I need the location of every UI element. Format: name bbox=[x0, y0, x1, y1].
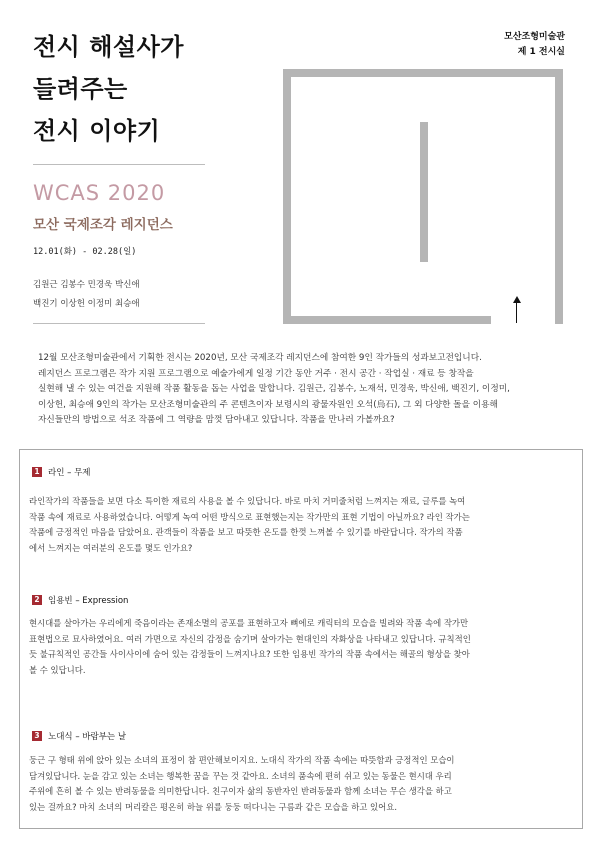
gallery-plan-center-wall bbox=[420, 122, 428, 262]
event-name: WCAS 2020 bbox=[33, 181, 166, 205]
section-title: 임용빈 – Expression bbox=[48, 596, 129, 606]
venue-museum: 모산조형미술관 bbox=[504, 32, 565, 42]
section-line: 작품에 긍정적인 마음을 담았어요. 관객들이 작품을 보고 따뜻한 온도를 한껏 느껴볼 수 있기를 바란답니다. 작가의 작품 bbox=[29, 527, 463, 537]
section-body-2 bbox=[29, 616, 571, 678]
section-line: 라인작가의 작품들을 보면 다소 특이한 재료의 사용을 볼 수 있답니다. 바로 마치 거미줄처럼 느껴지는 재료, 글루를 녹여 bbox=[29, 496, 466, 506]
section-line: 에서 느껴지는 여러분의 온도를 몇도 인가요? bbox=[29, 542, 193, 553]
artist-list-row-1: 김원근 김봉수 민경욱 박신애 bbox=[33, 280, 140, 290]
section-number-badge: 2 bbox=[32, 595, 42, 605]
section-line: 듯 불규칙적인 공간들 사이사이에 숨어 있는 감정들이 느껴지나요? 또한 임용빈 작가의 작품 속에서는 해골의 형상을 찾아 bbox=[29, 649, 470, 659]
artist-list-row-2: 백진기 이상헌 이정미 최승애 bbox=[33, 299, 140, 309]
section-heading-3 bbox=[32, 730, 126, 742]
intro-line: 자신들만의 방법으로 석조 작품에 그 역량을 맘껏 담아내고 있답니다. 작품을 만나러 가볼까요? bbox=[38, 415, 395, 425]
page-title-line-3: 전시 이야기 bbox=[33, 117, 161, 145]
section-line: 담겨있답니다. 눈을 감고 있는 소녀는 행복한 꿈을 꾸는 것 같아요. 소녀의 품속에 편히 쉬고 있는 동물은 현시대 우리 bbox=[29, 770, 452, 781]
section-heading-1 bbox=[32, 466, 91, 478]
section-heading-2 bbox=[32, 594, 128, 606]
divider-bottom bbox=[33, 323, 205, 324]
page-title-line-2: 들려주는 bbox=[33, 75, 128, 103]
page-title-line-1: 전시 해설사가 bbox=[33, 33, 184, 61]
section-body-1 bbox=[29, 494, 571, 556]
intro-line: 레지던스 프로그램은 작가 지원 프로그램으로 예술가에게 일정 기간 동안 거주 · 전시 공간 · 작업실 · 재료 등 창작을 bbox=[38, 368, 474, 379]
section-line: 볼 수 있답니다. bbox=[29, 664, 86, 675]
section-line: 주위에 흔히 볼 수 있는 반려동물을 의미한답니다. 친구이자 삶의 동반자인 반려동물과 함께 소녀는 무슨 생각을 하고 bbox=[29, 786, 452, 796]
event-subtitle: 모산 국제조각 레지던스 bbox=[33, 217, 173, 233]
section-number-badge: 3 bbox=[32, 731, 42, 741]
event-dates: 12.01(화) - 02.28(일) bbox=[33, 247, 137, 257]
section-number-badge: 1 bbox=[32, 467, 42, 477]
section-line: 표현법으로 묘사하였어요. 여러 가면으로 자신의 감정을 숨기며 살아가는 현대인의 자화상을 나타내고 있답니다. 규칙적인 bbox=[29, 633, 471, 644]
venue-room: 제 1 전시실 bbox=[517, 47, 565, 57]
section-line: 있는 걸까요? 마치 소녀의 머리칼은 평온히 하늘 위를 둥둥 떠다니는 구름과 같은 모습을 하고 있어요. bbox=[29, 801, 397, 812]
section-line: 작품 속에 재료로 사용하였습니다. 어떻게 녹여 어떤 방식으로 표현했는지는 작가만의 표현 기법이 아닐까요? 라인 작가는 bbox=[29, 511, 470, 522]
section-title: 노대식 – 바람부는 날 bbox=[48, 732, 127, 742]
intro-line: 이상헌, 최승애 9인의 작가는 모산조형미술관의 주 콘텐츠이자 보령시의 광물자원인 오석(烏石), 그 외 다양한 돌을 이용해 bbox=[38, 399, 498, 410]
section-line: 둥근 구 형태 위에 앉아 있는 소녀의 표정이 참 편안해보이지요. 노대식 작가의 작품 속에는 따뜻함과 긍정적인 모습이 bbox=[29, 755, 455, 765]
section-line: 현시대를 살아가는 우리에게 죽음이라는 존재소멸의 공포를 표현하고자 뼈에로 캐릭터의 모습을 빌려와 작품 속에 작가만 bbox=[29, 618, 469, 628]
intro-line: 12월 모산조형미술관에서 기획한 전시는 2020년, 모산 국제조각 레지던스에 참여한 9인 작가들의 성과보고전입니다. bbox=[38, 353, 482, 363]
gallery-plan-bottom-wall bbox=[283, 316, 491, 324]
divider-top bbox=[33, 164, 205, 165]
entrance-arrow-shaft bbox=[516, 302, 517, 323]
intro-line: 실현해 낼 수 있는 여건을 지원해 작품 활동을 돕는 사업을 말합니다. 김원근, 김봉수, 노재석, 민경욱, 박신애, 백진기, 이정미, bbox=[38, 384, 510, 394]
section-body-3 bbox=[29, 753, 571, 815]
section-title: 라인 – 무제 bbox=[48, 468, 91, 478]
intro-paragraph bbox=[38, 351, 566, 429]
